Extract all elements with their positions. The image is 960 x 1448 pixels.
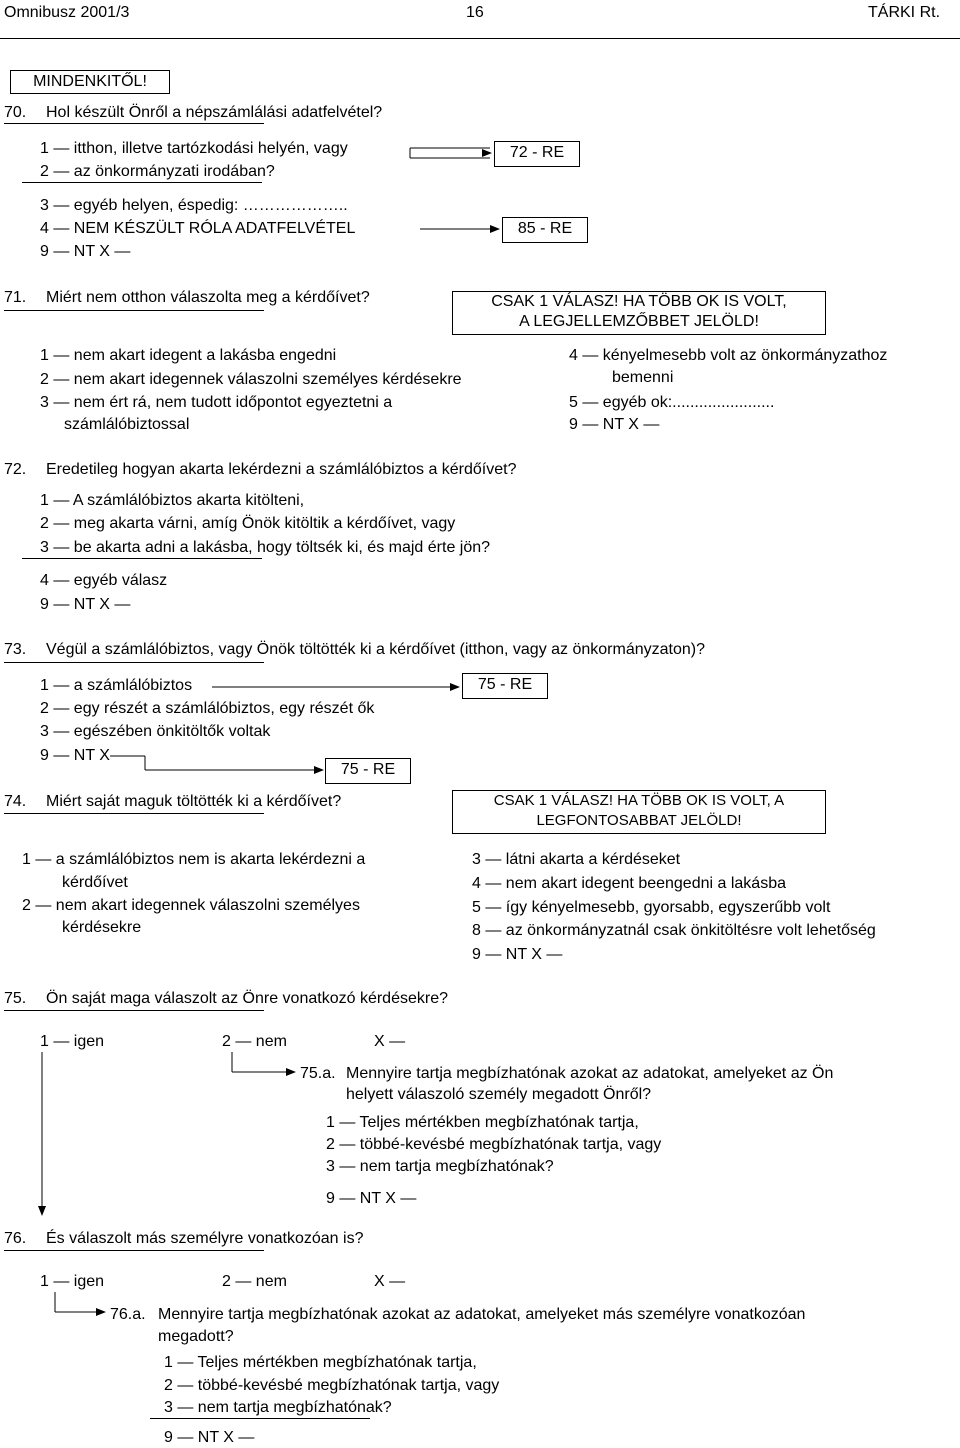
q74-option-4: 4 — nem akart idegent beengedni a lakásba xyxy=(472,875,786,892)
q76-text: És válaszolt más személyre vonatkozóan is? xyxy=(46,1230,364,1247)
q75a-text-line2: helyett válaszoló személy megadott Önről? xyxy=(346,1086,652,1103)
q75a-option-1: 1 — Teljes mértékben megbízhatónak tartja, xyxy=(326,1114,639,1131)
q73-number: 73. xyxy=(4,641,27,658)
q71-number: 71. xyxy=(4,289,27,306)
q75-option-2: 2 — nem xyxy=(222,1033,287,1050)
q70-option-9: 9 — NT X — xyxy=(40,243,131,260)
q75a-option-9: 9 — NT X — xyxy=(326,1190,417,1207)
q76-option-2: 2 — nem xyxy=(222,1273,287,1290)
q71-option-2: 2 — nem akart idegennek válaszolni személyes kérdésekre xyxy=(40,371,462,388)
q70-number: 70. xyxy=(4,104,27,121)
q75a-option-3: 3 — nem tartja megbízhatónak? xyxy=(326,1158,554,1175)
q75-number: 75. xyxy=(4,990,27,1007)
q74-option-9: 9 — NT X — xyxy=(472,946,563,963)
q75a-option-2: 2 — többé-kevésbé megbízhatónak tartja, vagy xyxy=(326,1136,662,1153)
q75-text: Ön saját maga válaszolt az Önre vonatkozó kérdésekre? xyxy=(46,990,448,1007)
q73-option-2: 2 — egy részét a számlálóbiztos, egy részét ők xyxy=(40,700,375,717)
q72-option-2: 2 — meg akarta várni, amíg Önök kitöltik a kérdőívet, vagy xyxy=(40,515,456,532)
q76a-text-line2: megadott? xyxy=(158,1328,234,1345)
header-right: TÁRKI Rt. xyxy=(868,4,941,21)
q72-option-9: 9 — NT X — xyxy=(40,596,131,613)
q70-skip-box-85: 85 - RE xyxy=(502,217,588,243)
q70-skip-box-72: 72 - RE xyxy=(494,141,580,167)
q74-option-1-cont: kérdőívet xyxy=(62,874,128,891)
q74-instruction-line2: LEGFONTOSABBAT JELÖLD! xyxy=(536,812,742,829)
q73-skip-box-1: 75 - RE xyxy=(462,673,548,699)
q72-option-3: 3 — be akarta adni a lakásba, hogy töltsék ki, és majd érte jön? xyxy=(40,539,491,556)
q76a-option-3: 3 — nem tartja megbízhatónak? xyxy=(164,1399,392,1416)
q74-option-2: 2 — nem akart idegennek válaszolni személyes xyxy=(22,897,360,914)
q75-option-x: X — xyxy=(374,1033,406,1050)
q72-option-4: 4 — egyéb válasz xyxy=(40,572,168,589)
header-page-number: 16 xyxy=(466,4,484,21)
q76-option-x: X — xyxy=(374,1273,406,1290)
q70-option-1: 1 — itthon, illetve tartózkodási helyén, vagy xyxy=(40,140,348,157)
q73-text: Végül a számlálóbiztos, vagy Önök töltötték ki a kérdőívet (itthon, vagy az önkormányzaton)? xyxy=(46,641,705,658)
q72-option-1: 1 — A számlálóbiztos akarta kitölteni, xyxy=(40,492,305,509)
q71-option-3-cont: számlálóbiztossal xyxy=(64,416,190,433)
q74-option-5: 5 — így kényelmesebb, gyorsabb, egyszerűbb volt xyxy=(472,899,831,916)
q74-number: 74. xyxy=(4,793,27,810)
q76a-text-line1: Mennyire tartja megbízhatónak azokat az adatokat, amelyeket más személyre vonatkozóan xyxy=(158,1306,806,1323)
q74-option-2-cont: kérdésekre xyxy=(62,919,142,936)
q74-instruction-line1: CSAK 1 VÁLASZ! HA TÖBB OK IS VOLT, A xyxy=(493,792,785,809)
q71-option-4-cont: bemenni xyxy=(612,369,674,386)
q74-option-3: 3 — látni akarta a kérdéseket xyxy=(472,851,681,868)
q76-number: 76. xyxy=(4,1230,27,1247)
q75a-text-line1: Mennyire tartja megbízhatónak azokat az adatokat, amelyeket az Ön xyxy=(346,1065,834,1082)
q76a-option-9: 9 — NT X — xyxy=(164,1429,255,1446)
q76a-option-1: 1 — Teljes mértékben megbízhatónak tartja, xyxy=(164,1354,477,1371)
q74-option-1: 1 — a számlálóbiztos nem is akarta lekérdezni a xyxy=(22,851,366,868)
q73-option-3: 3 — egészében önkitöltők voltak xyxy=(40,723,271,740)
q75-option-1: 1 — igen xyxy=(40,1033,105,1050)
q71-instruction-line2: A LEGJELLEMZŐBBET JELÖLD! xyxy=(519,313,759,330)
q71-option-5: 5 — egyéb ok:....................... xyxy=(569,394,775,411)
header-left: Omnibusz 2001/3 xyxy=(4,4,130,21)
q72-text: Eredetileg hogyan akarta lekérdezni a számlálóbiztos a kérdőívet? xyxy=(46,461,517,478)
q75a-number: 75.a. xyxy=(300,1065,336,1082)
q74-text: Miért saját maguk töltötték ki a kérdőívet? xyxy=(46,793,342,810)
q70-text: Hol készült Önről a népszámlálási adatfelvétel? xyxy=(46,104,383,121)
q70-option-4: 4 — NEM KÉSZÜLT RÓLA ADATFELVÉTEL xyxy=(40,220,356,237)
q71-text: Miért nem otthon válaszolta meg a kérdőívet? xyxy=(46,289,370,306)
q73-option-1: 1 — a számlálóbiztos xyxy=(40,677,193,694)
q76-option-1: 1 — igen xyxy=(40,1273,105,1290)
q74-option-8: 8 — az önkormányzatnál csak önkitöltésre volt lehetőség xyxy=(472,922,876,939)
q71-instruction-line1: CSAK 1 VÁLASZ! HA TÖBB OK IS VOLT, xyxy=(491,293,787,310)
q71-option-9: 9 — NT X — xyxy=(569,416,660,433)
q70-option-2: 2 — az önkormányzati irodában? xyxy=(40,163,275,180)
q71-option-3: 3 — nem ért rá, nem tudott időpontot egyeztetni a xyxy=(40,394,393,411)
q73-skip-box-9: 75 - RE xyxy=(325,758,411,784)
q71-option-4: 4 — kényelmesebb volt az önkormányzathoz xyxy=(569,347,888,364)
q76a-number: 76.a. xyxy=(110,1306,146,1323)
q72-number: 72. xyxy=(4,461,27,478)
q70-option-3: 3 — egyéb helyen, éspedig: ……………….. xyxy=(40,197,348,214)
q73-option-9: 9 — NT X — xyxy=(40,747,131,764)
mindenkitol-box: MINDENKITŐL! xyxy=(10,70,170,94)
q76a-option-2: 2 — többé-kevésbé megbízhatónak tartja, vagy xyxy=(164,1377,500,1394)
q71-option-1: 1 — nem akart idegent a lakásba engedni xyxy=(40,347,337,364)
